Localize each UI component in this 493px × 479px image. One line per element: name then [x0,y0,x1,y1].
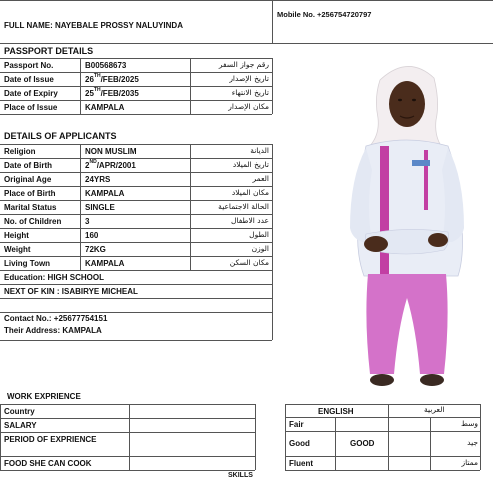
language-table-line [285,404,480,405]
applicant-table-line [0,298,272,299]
language-table-col [335,417,336,470]
row-value-main: 25 [85,89,94,98]
arabic-level: وسط [460,419,478,428]
language-table-col [285,404,286,470]
arabic-header: العربية [424,405,445,414]
row-value-main: B00568673 [85,61,127,70]
row-label: Date of Birth [4,161,52,170]
applicant-table-line [0,158,272,159]
row-value-rest: /APR/2001 [96,161,136,170]
passport-table-line [0,114,272,115]
row-arabic-label: تاريخ الإصدار [229,74,269,83]
row-label: Date of Expiry [4,89,58,98]
row-value [85,62,126,70]
work-table-line [0,418,255,419]
row-value-main: 26 [85,75,94,84]
passport-table-line [0,58,272,59]
applicant-table-line [0,144,272,145]
applicant-table-col [272,144,273,298]
row-value-rest: /FEB/2035 [100,89,139,98]
row-value-main: 160 [85,231,99,240]
row-value-sup: ND [89,159,97,165]
row-value [85,159,136,170]
row-label: Living Town [4,259,51,268]
contact-address: Their Address: KAMPALA [4,326,102,335]
applicant-section-title: DETAILS OF APPLICANTS [4,131,117,141]
applicant-table-line [0,242,272,243]
row-label: Height [4,231,29,240]
contact-number: Contact No.: +25677754151 [4,314,108,323]
row-value-main: 3 [85,217,90,226]
work-table-line [0,470,255,471]
row-value [85,104,124,112]
applicant-table-col [190,144,191,270]
row-label: Place of Issue [4,103,58,112]
row-label: No. of Children [4,217,62,226]
applicant-table-col [80,144,81,270]
work-row-label: Country [4,407,35,416]
applicant-table-line [0,256,272,257]
language-table-col [480,404,481,470]
language-table-line [285,417,480,418]
applicant-table-line [0,186,272,187]
row-label: Marital Status [4,203,57,212]
row-value-main: KAMPALA [85,103,125,112]
language-table-line [285,431,480,432]
row-value [85,218,89,226]
work-table-line [0,432,255,433]
row-value [85,73,139,84]
work-table-col [129,404,130,470]
skills-heading: SKILLS [228,472,253,479]
contact-col [272,298,273,340]
row-arabic-label: عدد الاطفال [231,216,269,225]
work-row-label: PERIOD OF EXPRIENCE [4,435,97,444]
applicant-photo [336,58,476,398]
row-arabic-label: العمر [252,174,269,183]
arabic-level: جيد [467,438,478,447]
work-row-label: FOOD SHE CAN COOK [4,459,92,468]
work-table-line [0,404,255,405]
passport-table-line [0,86,272,87]
row-value-rest: /FEB/2025 [100,75,139,84]
applicant-table-line [0,284,272,285]
passport-table-line [0,72,272,73]
language-level-label: Fair [289,420,304,429]
row-value [85,246,106,254]
row-value-main: SINGLE [85,203,115,212]
contact-bottom-line [0,340,272,341]
english-level: GOOD [350,439,375,448]
row-arabic-label: رقم جواز السفر [218,60,269,69]
row-label: Original Age [4,175,52,184]
passport-section-title: PASSPORT DETAILS [4,46,94,56]
row-arabic-label: الحالة الاجتماعية [218,202,269,211]
work-section-title: WORK EXPRIENCE [7,392,81,401]
row-value [85,176,110,184]
row-label: Date of Issue [4,75,54,84]
passport-table-line [0,100,272,101]
row-arabic-label: الوزن [251,244,269,253]
english-header: ENGLISH [318,407,354,416]
work-row-label: SALARY [4,421,37,430]
language-level-label: Fluent [289,459,313,468]
work-table-col [0,404,1,470]
row-label: Religion [4,147,36,156]
row-value-main: 2 [85,161,90,170]
passport-table-col [272,58,273,114]
row-value [85,232,98,240]
applicant-table-line [0,214,272,215]
applicant-table-line [0,270,272,271]
header-bottom-line [0,43,493,44]
row-arabic-label: مكان السكن [229,258,269,267]
applicant-table-line [0,228,272,229]
contact-line [0,312,272,313]
language-table-line [285,470,480,471]
row-value [85,204,115,212]
row-arabic-label: تاريخ الانتهاء [231,88,269,97]
passport-table-col [80,58,81,114]
row-value-sup: TH [93,87,101,93]
mobile-number: Mobile No. +256754720797 [277,10,372,19]
row-value-main: 72KG [85,245,106,254]
language-level-label: Good [289,439,310,448]
row-label: Weight [4,245,31,254]
row-value-main: KAMPALA [85,189,125,198]
next-of-kin: NEXT OF KIN : ISABIRYE MICHEAL [4,287,138,296]
row-value [85,87,139,98]
row-value [85,260,124,268]
work-table-col [255,404,256,470]
full-name: FULL NAME: NAYEBALE PROSSY NALUYINDA [4,21,183,30]
language-table-col [430,417,431,470]
row-arabic-label: الطول [249,230,269,239]
passport-table-col [190,58,191,114]
arabic-level: ممتاز [461,458,478,467]
language-table-col [388,404,389,470]
work-table-line [0,456,255,457]
header-divider [272,0,273,43]
row-arabic-label: تاريخ الميلاد [232,160,269,169]
row-label: Place of Birth [4,189,56,198]
row-value-main: KAMPALA [85,259,125,268]
applicant-table-line [0,172,272,173]
top-border [0,0,493,1]
row-arabic-label: مكان الإصدار [228,102,269,111]
row-value [85,190,124,198]
row-value-main: NON MUSLIM [85,147,137,156]
row-value-main: 24YRS [85,175,111,184]
applicant-table-line [0,200,272,201]
language-table-line [285,456,480,457]
row-label: Passport No. [4,61,54,70]
row-value [85,148,137,156]
row-value-sup: TH [93,73,101,79]
row-arabic-label: الديانة [250,146,269,155]
education: Education: HIGH SCHOOL [4,273,104,282]
row-arabic-label: مكان الميلاد [231,188,269,197]
